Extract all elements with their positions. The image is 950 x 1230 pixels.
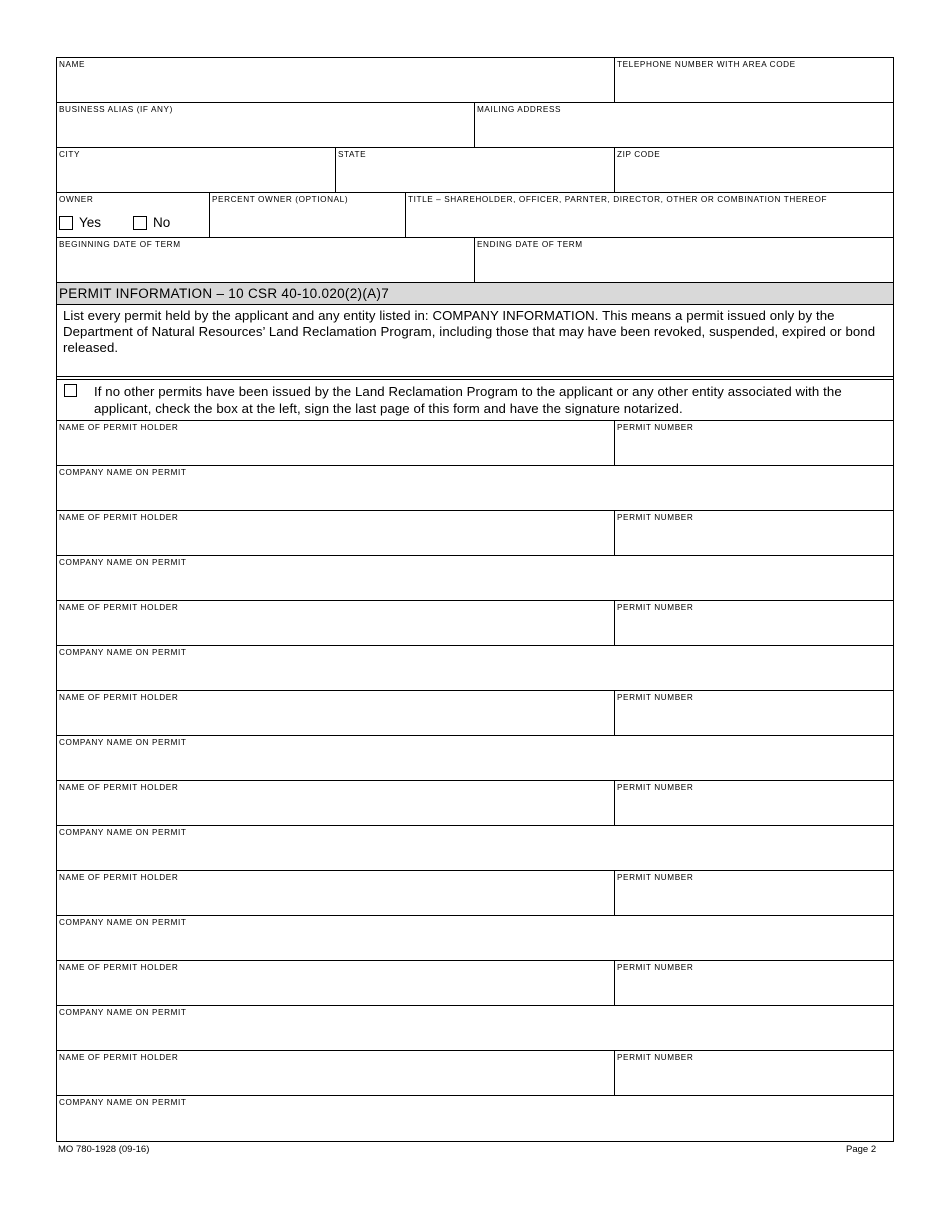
- owner-no-checkbox[interactable]: [133, 216, 147, 230]
- permit-holder-label: NAME OF PERMIT HOLDER: [59, 873, 179, 882]
- permit-number-label: PERMIT NUMBER: [617, 1053, 694, 1062]
- permit-section-heading: PERMIT INFORMATION – 10 CSR 40-10.020(2)(A)7: [57, 283, 893, 305]
- permit-holder-field[interactable]: [57, 511, 615, 555]
- title-label: TITLE – SHAREHOLDER, OFFICER, PARNTER, DIRECTOR, OTHER OR COMBINATION THEREOF: [408, 195, 828, 204]
- company-name-row: [57, 736, 893, 781]
- form-table: [56, 57, 894, 1142]
- business-alias-label: BUSINESS ALIAS (IF ANY): [59, 105, 173, 114]
- owner-no-label: No: [153, 215, 171, 230]
- company-name-row: [57, 1006, 893, 1051]
- permit-holder-label: NAME OF PERMIT HOLDER: [59, 513, 179, 522]
- company-name-field[interactable]: [57, 466, 893, 510]
- permit-holder-label: NAME OF PERMIT HOLDER: [59, 423, 179, 432]
- ending-date-label: ENDING DATE OF TERM: [477, 240, 583, 249]
- company-name-label: COMPANY NAME ON PERMIT: [59, 1098, 187, 1107]
- permit-instructions: List every permit held by the applicant and any entity listed in: COMPANY INFORMATION. This means a permit issued only by the Department of Natural Resources’ Land Reclamation Program, including those that may have been revoked, suspended, expired or bond released.: [57, 305, 893, 377]
- permit-number-field[interactable]: [615, 781, 893, 825]
- title-field[interactable]: [406, 193, 893, 237]
- company-name-row: [57, 646, 893, 691]
- company-name-row: [57, 1096, 893, 1141]
- company-name-label: COMPANY NAME ON PERMIT: [59, 468, 187, 477]
- row-term-dates: [57, 238, 893, 283]
- permit-holder-row: [57, 781, 893, 826]
- owner-yes-option[interactable]: [59, 215, 101, 230]
- name-label: NAME: [59, 60, 86, 69]
- row-name: [57, 58, 893, 103]
- page-number: Page 2: [846, 1144, 877, 1155]
- permit-holder-row: [57, 511, 893, 556]
- permit-holder-row: [57, 691, 893, 736]
- permit-number-field[interactable]: [615, 961, 893, 1005]
- permit-number-label: PERMIT NUMBER: [617, 783, 694, 792]
- company-name-field[interactable]: [57, 556, 893, 600]
- permit-number-field[interactable]: [615, 601, 893, 645]
- beginning-date-field[interactable]: [57, 238, 475, 282]
- company-name-field[interactable]: [57, 826, 893, 870]
- permit-number-label: PERMIT NUMBER: [617, 513, 694, 522]
- company-name-field[interactable]: [57, 1006, 893, 1050]
- permit-holder-label: NAME OF PERMIT HOLDER: [59, 603, 179, 612]
- name-field[interactable]: [57, 58, 615, 102]
- telephone-label: TELEPHONE NUMBER WITH AREA CODE: [617, 60, 796, 69]
- permit-holder-field[interactable]: [57, 421, 615, 465]
- permit-holder-field[interactable]: [57, 871, 615, 915]
- permit-number-field[interactable]: [615, 691, 893, 735]
- permit-number-label: PERMIT NUMBER: [617, 693, 694, 702]
- company-name-row: [57, 556, 893, 601]
- company-name-label: COMPANY NAME ON PERMIT: [59, 828, 187, 837]
- permit-holder-row: [57, 961, 893, 1006]
- company-name-field[interactable]: [57, 736, 893, 780]
- permit-number-field[interactable]: [615, 1051, 893, 1095]
- owner-yes-label: Yes: [79, 215, 102, 230]
- ending-date-field[interactable]: [475, 238, 893, 282]
- state-field[interactable]: [336, 148, 615, 192]
- company-name-label: COMPANY NAME ON PERMIT: [59, 918, 187, 927]
- owner-cell: [57, 193, 210, 237]
- zip-field[interactable]: [615, 148, 893, 192]
- telephone-field[interactable]: [615, 58, 893, 102]
- mailing-address-field[interactable]: [475, 103, 893, 147]
- permit-holder-label: NAME OF PERMIT HOLDER: [59, 783, 179, 792]
- zip-label: ZIP CODE: [617, 150, 661, 159]
- permit-number-field[interactable]: [615, 421, 893, 465]
- business-alias-field[interactable]: [57, 103, 475, 147]
- percent-owner-label: PERCENT OWNER (OPTIONAL): [212, 195, 349, 204]
- permit-holder-field[interactable]: [57, 961, 615, 1005]
- mailing-address-label: MAILING ADDRESS: [477, 105, 562, 114]
- owner-yes-checkbox[interactable]: [59, 216, 73, 230]
- no-permits-checkbox[interactable]: [64, 384, 77, 397]
- permit-holder-row: [57, 1051, 893, 1096]
- company-name-field[interactable]: [57, 916, 893, 960]
- permit-number-label: PERMIT NUMBER: [617, 873, 694, 882]
- permit-holder-label: NAME OF PERMIT HOLDER: [59, 1053, 179, 1062]
- permit-holder-row: [57, 421, 893, 466]
- company-name-row: [57, 916, 893, 961]
- permit-number-field[interactable]: [615, 871, 893, 915]
- permit-holder-field[interactable]: [57, 781, 615, 825]
- company-name-label: COMPANY NAME ON PERMIT: [59, 1008, 187, 1017]
- permit-holder-label: NAME OF PERMIT HOLDER: [59, 963, 179, 972]
- percent-owner-field[interactable]: [210, 193, 406, 237]
- row-city: [57, 148, 893, 193]
- permit-number-field[interactable]: [615, 511, 893, 555]
- permit-number-label: PERMIT NUMBER: [617, 963, 694, 972]
- beginning-date-label: BEGINNING DATE OF TERM: [59, 240, 181, 249]
- company-name-field[interactable]: [57, 1096, 893, 1141]
- permit-holder-field[interactable]: [57, 1051, 615, 1095]
- company-name-label: COMPANY NAME ON PERMIT: [59, 648, 187, 657]
- form-id: MO 780-1928 (09-16): [58, 1144, 150, 1155]
- owner-no-option[interactable]: [133, 215, 170, 230]
- permit-holder-field[interactable]: [57, 601, 615, 645]
- company-name-field[interactable]: [57, 646, 893, 690]
- state-label: STATE: [338, 150, 367, 159]
- permit-holder-row: [57, 601, 893, 646]
- company-name-row: [57, 826, 893, 871]
- no-permits-row: [57, 380, 893, 421]
- permit-holder-label: NAME OF PERMIT HOLDER: [59, 693, 179, 702]
- owner-label: OWNER: [59, 195, 94, 204]
- permit-number-label: PERMIT NUMBER: [617, 423, 694, 432]
- row-alias: [57, 103, 893, 148]
- permit-holder-row: [57, 871, 893, 916]
- city-field[interactable]: [57, 148, 336, 192]
- permit-holder-field[interactable]: [57, 691, 615, 735]
- company-name-label: COMPANY NAME ON PERMIT: [59, 738, 187, 747]
- city-label: CITY: [59, 150, 81, 159]
- owner-options: [59, 215, 202, 230]
- row-owner: [57, 193, 893, 238]
- no-permits-text: If no other permits have been issued by the Land Reclamation Program to the applicant or any other entity associated with the applicant, check the box at the left, sign the last page of this form and have the signature notarized.: [94, 384, 842, 416]
- company-name-row: [57, 466, 893, 511]
- company-name-label: COMPANY NAME ON PERMIT: [59, 558, 187, 567]
- permit-number-label: PERMIT NUMBER: [617, 603, 694, 612]
